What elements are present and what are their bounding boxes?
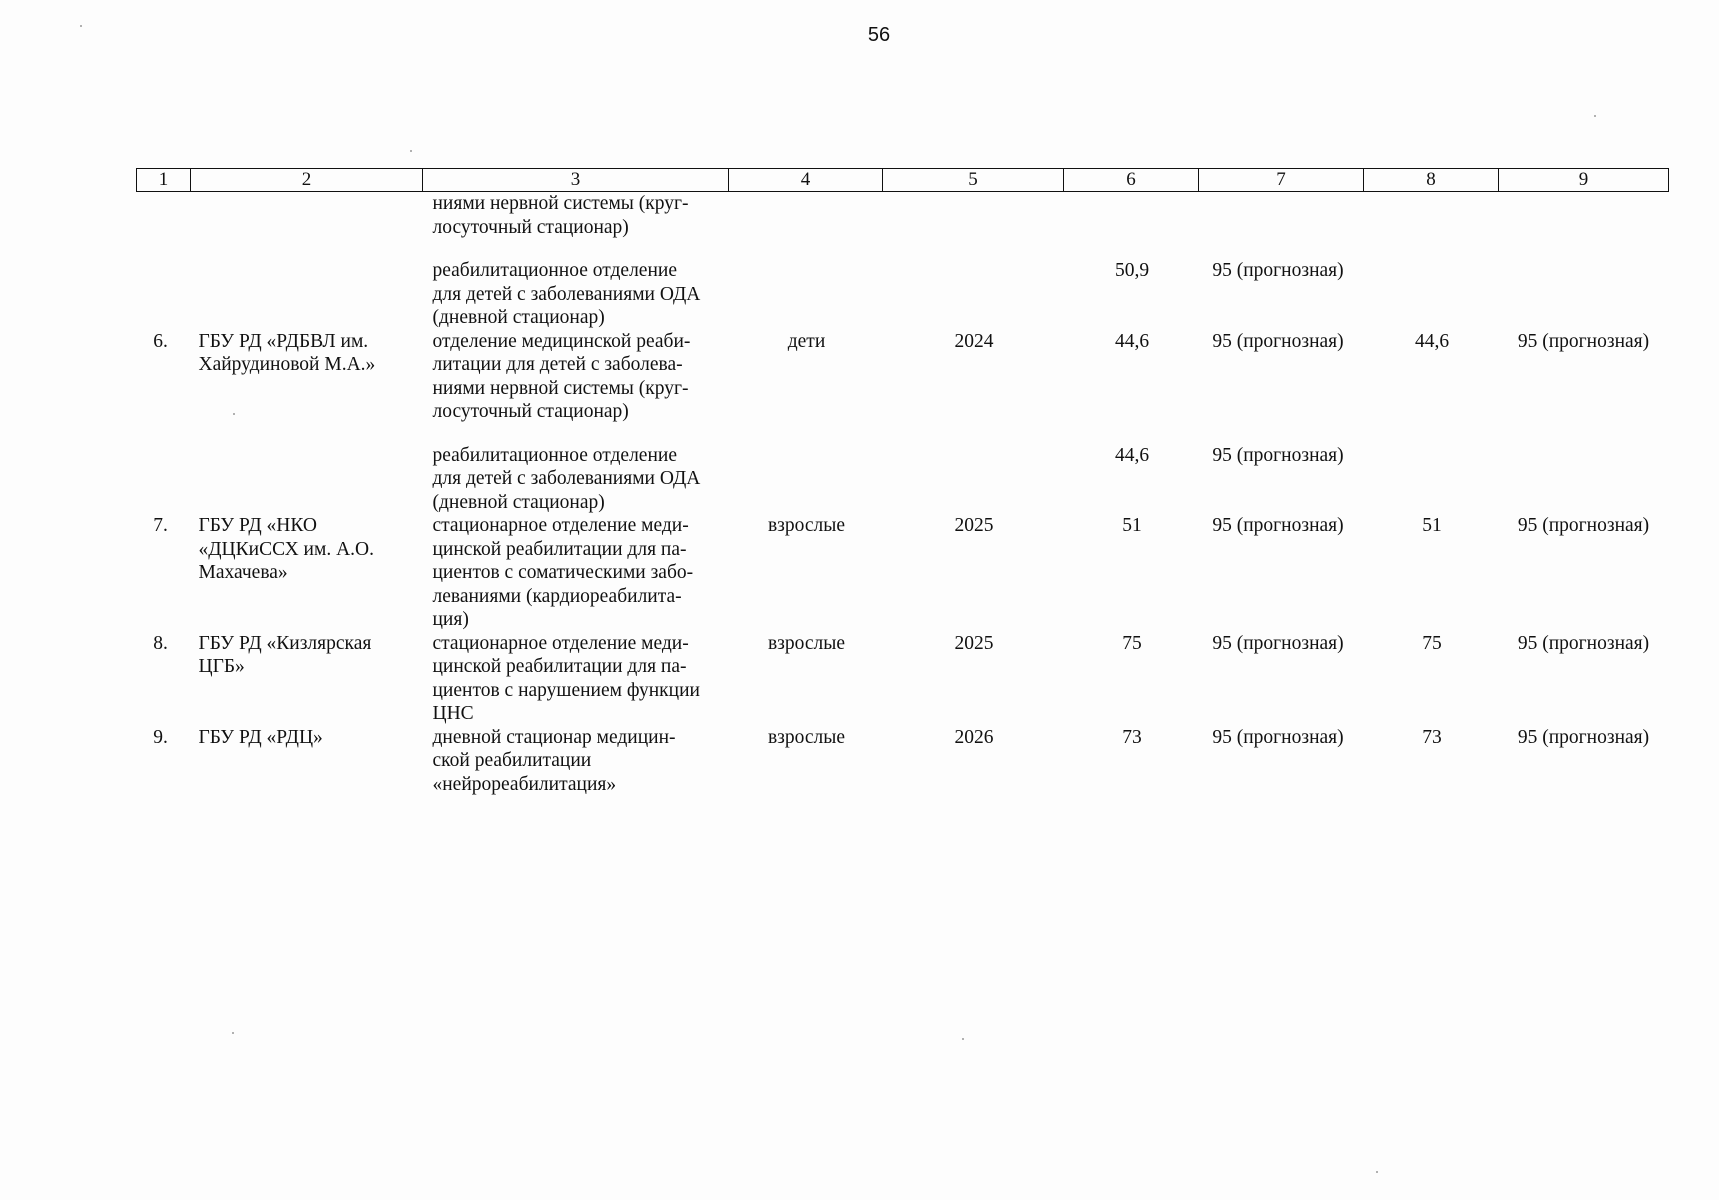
column-7-value: 95 (прогнозная) xyxy=(1212,515,1344,536)
table-row xyxy=(137,330,1669,424)
row-spacer xyxy=(137,239,1669,259)
column-6-value xyxy=(1064,192,1199,240)
column-7-value: 95 (прогнозная) xyxy=(1212,260,1344,281)
spacer-cell xyxy=(137,424,1669,444)
table-row xyxy=(137,259,1669,330)
column-8-value: 73 xyxy=(1422,726,1442,748)
scan-speck xyxy=(962,1038,964,1040)
column-8-value xyxy=(1364,444,1499,515)
column-header: 5 xyxy=(883,169,1064,192)
column-8-value xyxy=(1364,192,1499,240)
table-row xyxy=(137,726,1669,797)
patient-group-cell: взрослые xyxy=(767,515,846,536)
year-cell: 2026 xyxy=(954,726,994,748)
column-7-value xyxy=(1199,192,1364,240)
column-9-value: 95 (прогнозная) xyxy=(1517,726,1650,748)
table-header-row xyxy=(137,169,1669,192)
column-8-value: 75 xyxy=(1422,632,1442,654)
column-9-value: 95 (прогнозная) xyxy=(1517,330,1650,352)
column-7-value: 95 (прогнозная) xyxy=(1212,330,1344,352)
column-6-value: 50,9 xyxy=(1114,260,1150,281)
organization-cell xyxy=(191,444,423,515)
column-8-value xyxy=(1364,259,1499,330)
column-9-value xyxy=(1499,259,1669,330)
column-header: 8 xyxy=(1364,169,1499,192)
organization-cell xyxy=(191,192,423,240)
row-number: 8. xyxy=(153,632,168,654)
department-cell: дневной стационар медицин- ской реабилитации «нейрореабилитация» xyxy=(432,726,676,795)
patient-group-cell xyxy=(729,192,883,240)
department-cell: ниями нервной системы (круг- лосуточный стационар) xyxy=(432,193,689,238)
column-9-value: 95 (прогнозная) xyxy=(1517,632,1650,654)
scan-speck xyxy=(80,25,82,27)
table-row xyxy=(137,632,1669,726)
data-table xyxy=(136,168,1669,796)
department-cell: реабилитационное отделение для детей с заболеваниями ОДА (дневной стационар) xyxy=(432,444,701,513)
column-6-value: 51 xyxy=(1122,515,1142,536)
row-number: 9. xyxy=(153,726,168,748)
organization-cell: ГБУ РД «РДБВЛ им. Хайрудиновой М.А.» xyxy=(198,330,376,375)
table-body xyxy=(137,192,1669,797)
scan-speck xyxy=(233,413,235,415)
column-6-value: 44,6 xyxy=(1114,330,1150,352)
year-cell: 2025 xyxy=(954,632,994,654)
table-row xyxy=(137,192,1669,240)
row-spacer xyxy=(137,424,1669,444)
scan-speck xyxy=(232,1032,234,1034)
column-7-value: 95 (прогнозная) xyxy=(1212,632,1344,654)
organization-cell: ГБУ РД «НКО «ДЦКиССХ им. А.О. Махачева» xyxy=(198,515,374,583)
column-7-value: 95 (прогнозная) xyxy=(1212,444,1344,466)
column-9-value: 95 (прогнозная) xyxy=(1517,515,1650,536)
column-7-value: 95 (прогнозная) xyxy=(1212,726,1344,748)
spacer-cell xyxy=(137,239,1669,259)
row-number: 6. xyxy=(153,330,168,352)
organization-cell xyxy=(191,259,423,330)
column-9-value xyxy=(1499,444,1669,515)
row-number xyxy=(137,192,191,240)
organization-cell: ГБУ РД «Кизлярская ЦГБ» xyxy=(198,632,372,677)
page-number: 56 xyxy=(867,24,891,46)
organization-cell: ГБУ РД «РДЦ» xyxy=(198,726,323,748)
year-cell xyxy=(883,259,1064,330)
column-header: 7 xyxy=(1199,169,1364,192)
column-9-value xyxy=(1499,192,1669,240)
table-row xyxy=(137,444,1669,515)
department-cell: отделение медицинской реаби- литации для детей с заболева- ниями нервной системы (круг- лосуточный стационар) xyxy=(432,330,691,422)
department-cell: стационарное отделение меди- цинской реабилитации для па- циентов с нарушением функции ЦНС xyxy=(432,632,700,724)
department-cell: стационарное отделение меди- цинской реабилитации для па- циентов с соматическими забо- леваниями (кардиореабилита- ция) xyxy=(432,515,694,630)
patient-group-cell xyxy=(729,259,883,330)
column-8-value: 51 xyxy=(1422,515,1442,536)
department-cell: реабилитационное отделение для детей с заболеваниями ОДА (дневной стационар) xyxy=(432,260,701,328)
column-header: 1 xyxy=(137,169,191,192)
patient-group-cell: взрослые xyxy=(767,726,846,748)
year-cell xyxy=(883,444,1064,515)
patient-group-cell xyxy=(729,444,883,515)
column-header: 9 xyxy=(1499,169,1669,192)
table-row xyxy=(137,514,1669,632)
column-6-value: 75 xyxy=(1122,632,1142,654)
column-header: 2 xyxy=(191,169,423,192)
column-6-value: 73 xyxy=(1122,726,1142,748)
patient-group-cell: взрослые xyxy=(767,632,846,654)
column-header: 4 xyxy=(729,169,883,192)
year-cell: 2025 xyxy=(954,515,994,536)
row-number xyxy=(137,259,191,330)
column-8-value: 44,6 xyxy=(1414,330,1450,352)
year-cell xyxy=(883,192,1064,240)
scan-speck xyxy=(1594,115,1596,117)
column-header: 3 xyxy=(423,169,729,192)
year-cell: 2024 xyxy=(954,330,994,352)
column-6-value: 44,6 xyxy=(1114,444,1150,466)
column-header: 6 xyxy=(1064,169,1199,192)
scan-speck xyxy=(1376,1171,1378,1173)
scan-speck xyxy=(410,150,412,152)
patient-group-cell: дети xyxy=(787,330,826,352)
row-number xyxy=(137,444,191,515)
row-number: 7. xyxy=(153,515,168,536)
